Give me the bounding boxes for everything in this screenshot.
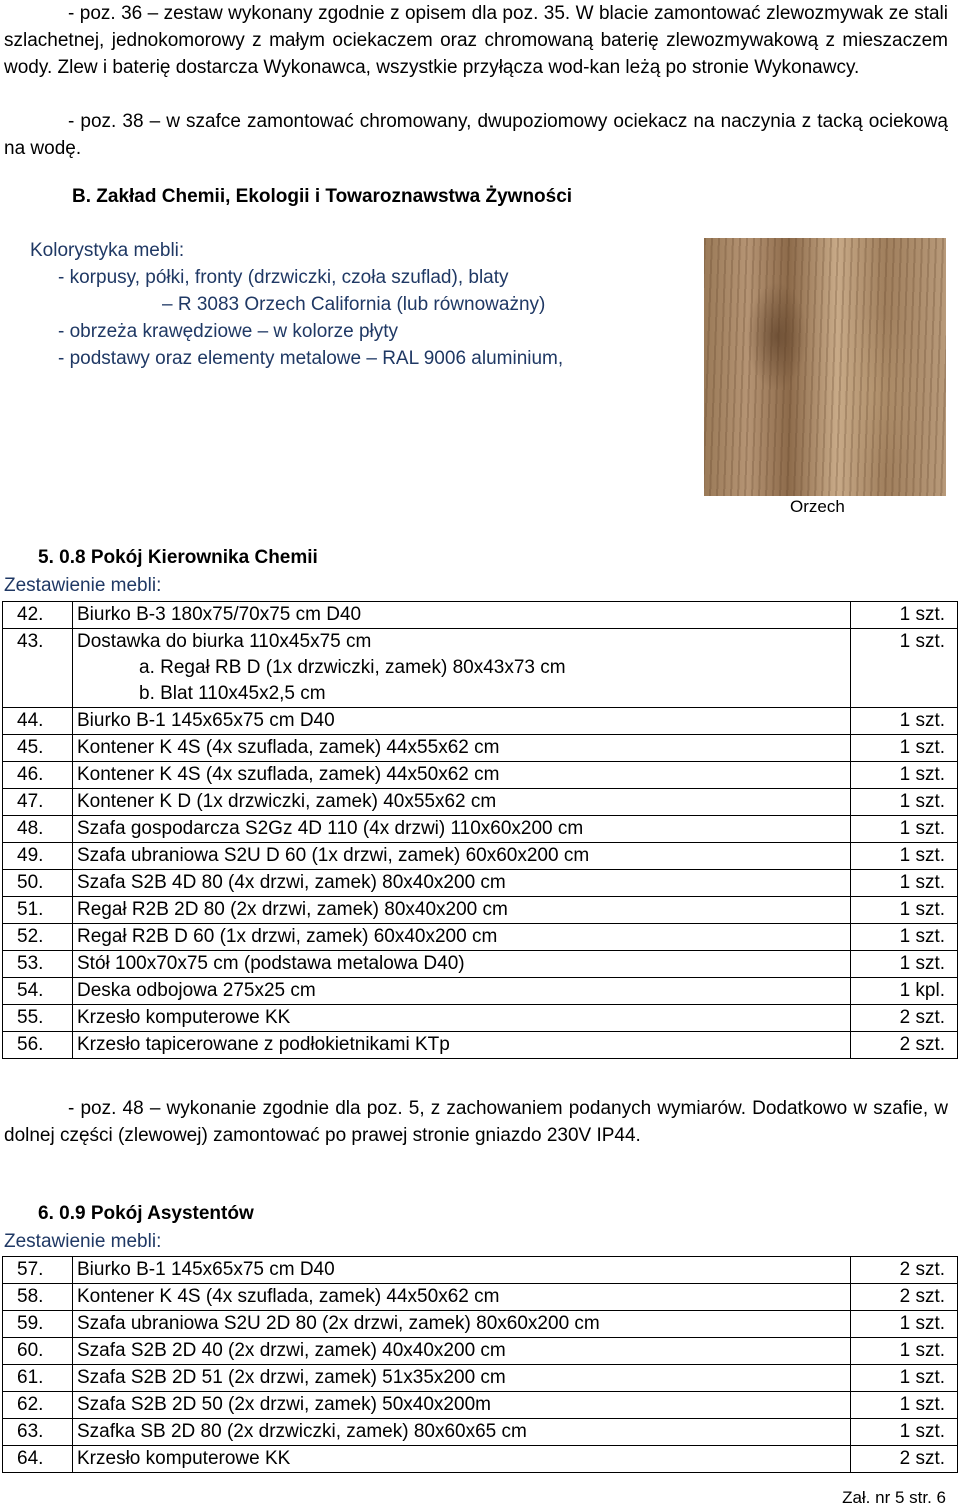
item-number: 42.: [3, 602, 73, 629]
walnut-swatch-image: [704, 238, 946, 496]
colors-label: Kolorystyka mebli:: [30, 240, 185, 261]
table-row: [3, 655, 958, 681]
table-row: [3, 1446, 958, 1473]
item-quantity: 2 szt.: [851, 1032, 958, 1059]
item-number: 45.: [3, 735, 73, 762]
table-row: [3, 924, 958, 951]
table-row: [3, 1005, 958, 1032]
item-description: Krzesło komputerowe KK: [73, 1446, 851, 1473]
room2-furniture-table: [2, 1256, 958, 1473]
item-quantity: 1 szt.: [851, 816, 958, 843]
item-quantity: 2 szt.: [851, 1005, 958, 1032]
page-footer: Zał. nr 5 str. 6: [842, 1488, 946, 1507]
item-description: Szafa ubraniowa S2U 2D 80 (2x drzwi, zamek) 80x60x200 cm: [73, 1311, 851, 1338]
table-row: [3, 1284, 958, 1311]
item-description: Szafa gospodarcza S2Gz 4D 110 (4x drzwi) 110x60x200 cm: [73, 816, 851, 843]
item-number: [3, 655, 73, 681]
item-number: [3, 681, 73, 708]
room1-furniture-table: [2, 601, 958, 1059]
item-description: Deska odbojowa 275x25 cm: [73, 978, 851, 1005]
item-number: 64.: [3, 1446, 73, 1473]
item-quantity: 1 szt.: [851, 951, 958, 978]
table-row: [3, 816, 958, 843]
table-row: [3, 870, 958, 897]
table-row: [3, 708, 958, 735]
item-number: 46.: [3, 762, 73, 789]
table-row: [3, 1338, 958, 1365]
item-number: 49.: [3, 843, 73, 870]
item-quantity: 2 szt.: [851, 1446, 958, 1473]
intro-paragraph-1: [4, 0, 948, 81]
item-description: Kontener K 4S (4x szuflada, zamek) 44x50x62 cm: [73, 1284, 851, 1311]
item-description: Szafa S2B 4D 80 (4x drzwi, zamek) 80x40x200 cm: [73, 870, 851, 897]
item-description: b. Blat 110x45x2,5 cm: [73, 681, 851, 708]
item-number: 55.: [3, 1005, 73, 1032]
item-quantity: 1 szt.: [851, 629, 958, 656]
item-number: 62.: [3, 1392, 73, 1419]
table-row: [3, 1257, 958, 1284]
room2-heading: 6. 0.9 Pokój Asystentów: [38, 1203, 254, 1224]
table-row: [3, 897, 958, 924]
table-row: [3, 951, 958, 978]
colors-line-3: - obrzeża krawędziowe – w kolorze płyty: [58, 321, 399, 342]
item-number: 47.: [3, 789, 73, 816]
table-row: [3, 629, 958, 656]
room1-note: [4, 1095, 948, 1149]
item-number: 52.: [3, 924, 73, 951]
item-description: Biurko B-1 145x65x75 cm D40: [73, 1257, 851, 1284]
table-row: [3, 735, 958, 762]
item-description: Krzesło tapicerowane z podłokietnikami KTp: [73, 1032, 851, 1059]
room2-list-label: Zestawienie mebli:: [4, 1231, 162, 1252]
item-number: 48.: [3, 816, 73, 843]
section-b-heading: B. Zakład Chemii, Ekologii i Towaroznawstwa Żywności: [72, 186, 573, 207]
item-quantity: 1 kpl.: [851, 978, 958, 1005]
swatch-caption: Orzech: [790, 497, 845, 516]
item-number: 51.: [3, 897, 73, 924]
item-quantity: 1 szt.: [851, 843, 958, 870]
item-quantity: 1 szt.: [851, 1419, 958, 1446]
item-quantity: [851, 655, 958, 681]
table-row: [3, 762, 958, 789]
intro-paragraph-2-text: - poz. 38 – w szafce zamontować chromowany, dwupoziomowy ociekacz na naczynia z tacką ociekową na wodę.: [4, 111, 948, 159]
intro-paragraph-1-text: - poz. 36 – zestaw wykonany zgodnie z opisem dla poz. 35. W blacie zamontować zlewozmywak ze stali szlachetnej, jednokomorowy z małym ociekaczem oraz chromowaną baterię zlewozmywakową z mieszaczem wody. Zlew i baterię dostarcza Wykonawca, wszystkie przyłącza wod-kan leżą po stronie Wykonawcy.: [4, 3, 948, 78]
table-row: [3, 1311, 958, 1338]
item-number: 58.: [3, 1284, 73, 1311]
item-number: 59.: [3, 1311, 73, 1338]
table-row: [3, 681, 958, 708]
colors-line-4: - podstawy oraz elementy metalowe – RAL 9006 aluminium,: [58, 348, 564, 369]
table-row: [3, 978, 958, 1005]
item-quantity: 1 szt.: [851, 602, 958, 629]
item-number: 63.: [3, 1419, 73, 1446]
item-description: Stół 100x70x75 cm (podstawa metalowa D40): [73, 951, 851, 978]
item-description: a. Regał RB D (1x drzwiczki, zamek) 80x43x73 cm: [73, 655, 851, 681]
item-description: Szafa S2B 2D 50 (2x drzwi, zamek) 50x40x200m: [73, 1392, 851, 1419]
item-description: Szafa S2B 2D 40 (2x drzwi, zamek) 40x40x200 cm: [73, 1338, 851, 1365]
table-row: [3, 1419, 958, 1446]
room1-heading: 5. 0.8 Pokój Kierownika Chemii: [38, 547, 318, 568]
item-quantity: 1 szt.: [851, 897, 958, 924]
item-description: Biurko B-1 145x65x75 cm D40: [73, 708, 851, 735]
item-description: Regał R2B D 60 (1x drzwi, zamek) 60x40x200 cm: [73, 924, 851, 951]
item-number: 43.: [3, 629, 73, 656]
item-description: Szafa ubraniowa S2U D 60 (1x drzwi, zamek) 60x60x200 cm: [73, 843, 851, 870]
item-quantity: 1 szt.: [851, 870, 958, 897]
item-description: Kontener K D (1x drzwiczki, zamek) 40x55x62 cm: [73, 789, 851, 816]
item-description: Kontener K 4S (4x szuflada, zamek) 44x50x62 cm: [73, 762, 851, 789]
item-quantity: 1 szt.: [851, 1365, 958, 1392]
table-row: [3, 789, 958, 816]
table-row: [3, 1392, 958, 1419]
item-quantity: 1 szt.: [851, 735, 958, 762]
item-quantity: 2 szt.: [851, 1284, 958, 1311]
item-quantity: 1 szt.: [851, 1338, 958, 1365]
item-number: 53.: [3, 951, 73, 978]
item-quantity: 1 szt.: [851, 1311, 958, 1338]
item-quantity: 1 szt.: [851, 708, 958, 735]
table-row: [3, 1365, 958, 1392]
table-row: [3, 602, 958, 629]
item-number: 56.: [3, 1032, 73, 1059]
item-number: 61.: [3, 1365, 73, 1392]
room1-list-label: Zestawienie mebli:: [4, 575, 162, 596]
item-number: 60.: [3, 1338, 73, 1365]
item-description: Szafa S2B 2D 51 (2x drzwi, zamek) 51x35x200 cm: [73, 1365, 851, 1392]
item-quantity: 1 szt.: [851, 924, 958, 951]
item-number: 57.: [3, 1257, 73, 1284]
item-quantity: 1 szt.: [851, 762, 958, 789]
colors-line-1: - korpusy, półki, fronty (drzwiczki, czoła szuflad), blaty: [58, 267, 509, 288]
table-row: [3, 1032, 958, 1059]
item-quantity: 1 szt.: [851, 1392, 958, 1419]
room1-note-text: - poz. 48 – wykonanie zgodnie dla poz. 5, z zachowaniem podanych wymiarów. Dodatkowo w szafie, w dolnej części (zlewowej) zamontować po prawej stronie gniazdo 230V IP44.: [4, 1098, 948, 1146]
colors-line-2: – R 3083 Orzech California (lub równoważny): [162, 294, 546, 315]
table-row: [3, 843, 958, 870]
item-quantity: 2 szt.: [851, 1257, 958, 1284]
item-quantity: [851, 681, 958, 708]
item-description: Kontener K 4S (4x szuflada, zamek) 44x55x62 cm: [73, 735, 851, 762]
item-number: 44.: [3, 708, 73, 735]
item-description: Dostawka do biurka 110x45x75 cm: [73, 629, 851, 656]
item-description: Biurko B-3 180x75/70x75 cm D40: [73, 602, 851, 629]
item-description: Regał R2B 2D 80 (2x drzwi, zamek) 80x40x200 cm: [73, 897, 851, 924]
item-quantity: 1 szt.: [851, 789, 958, 816]
item-description: Szafka SB 2D 80 (2x drzwiczki, zamek) 80x60x65 cm: [73, 1419, 851, 1446]
intro-paragraph-2: [4, 108, 948, 162]
item-description: Krzesło komputerowe KK: [73, 1005, 851, 1032]
item-number: 50.: [3, 870, 73, 897]
item-number: 54.: [3, 978, 73, 1005]
